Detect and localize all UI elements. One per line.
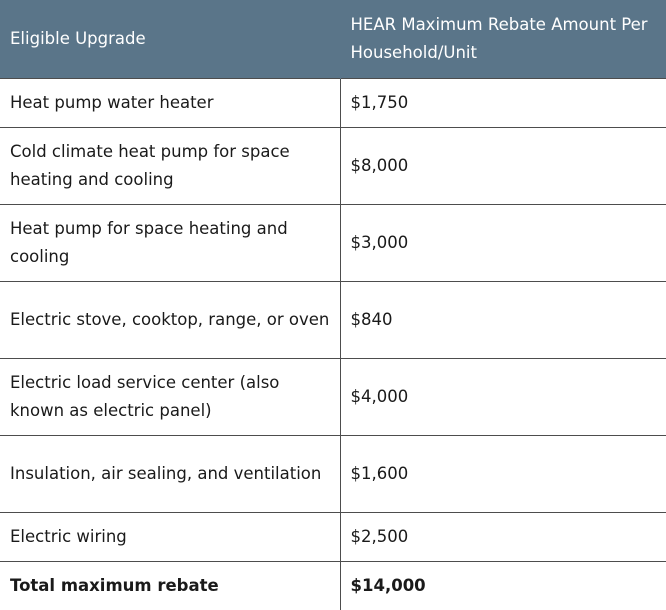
upgrade-cell: Electric load service center (also known as electric panel) [0, 359, 340, 436]
table-header [0, 0, 666, 79]
rebate-cell: $840 [340, 282, 666, 359]
rebate-cell: $4,000 [340, 359, 666, 436]
table-row [0, 282, 666, 359]
upgrade-cell: Electric wiring [0, 513, 340, 562]
rebate-cell: $1,750 [340, 79, 666, 128]
upgrade-cell: Insulation, air sealing, and ventilation [0, 436, 340, 513]
header-max-rebate: HEAR Maximum Rebate Amount Per Household/Unit [340, 0, 666, 79]
total-rebate: $14,000 [340, 562, 666, 610]
rebate-cell: $8,000 [340, 128, 666, 205]
table-row [0, 128, 666, 205]
upgrade-cell: Cold climate heat pump for space heating and cooling [0, 128, 340, 205]
rebate-cell: $1,600 [340, 436, 666, 513]
total-label: Total maximum rebate [0, 562, 340, 610]
table-row [0, 359, 666, 436]
table-row [0, 436, 666, 513]
header-row [0, 0, 666, 79]
upgrade-cell: Heat pump for space heating and cooling [0, 205, 340, 282]
rebate-cell: $2,500 [340, 513, 666, 562]
table-body [0, 79, 666, 610]
table-row [0, 205, 666, 282]
total-row [0, 562, 666, 610]
upgrade-cell: Electric stove, cooktop, range, or oven [0, 282, 340, 359]
header-eligible-upgrade: Eligible Upgrade [0, 0, 340, 79]
upgrade-cell: Heat pump water heater [0, 79, 340, 128]
table-row [0, 79, 666, 128]
rebate-cell: $3,000 [340, 205, 666, 282]
table-row [0, 513, 666, 562]
